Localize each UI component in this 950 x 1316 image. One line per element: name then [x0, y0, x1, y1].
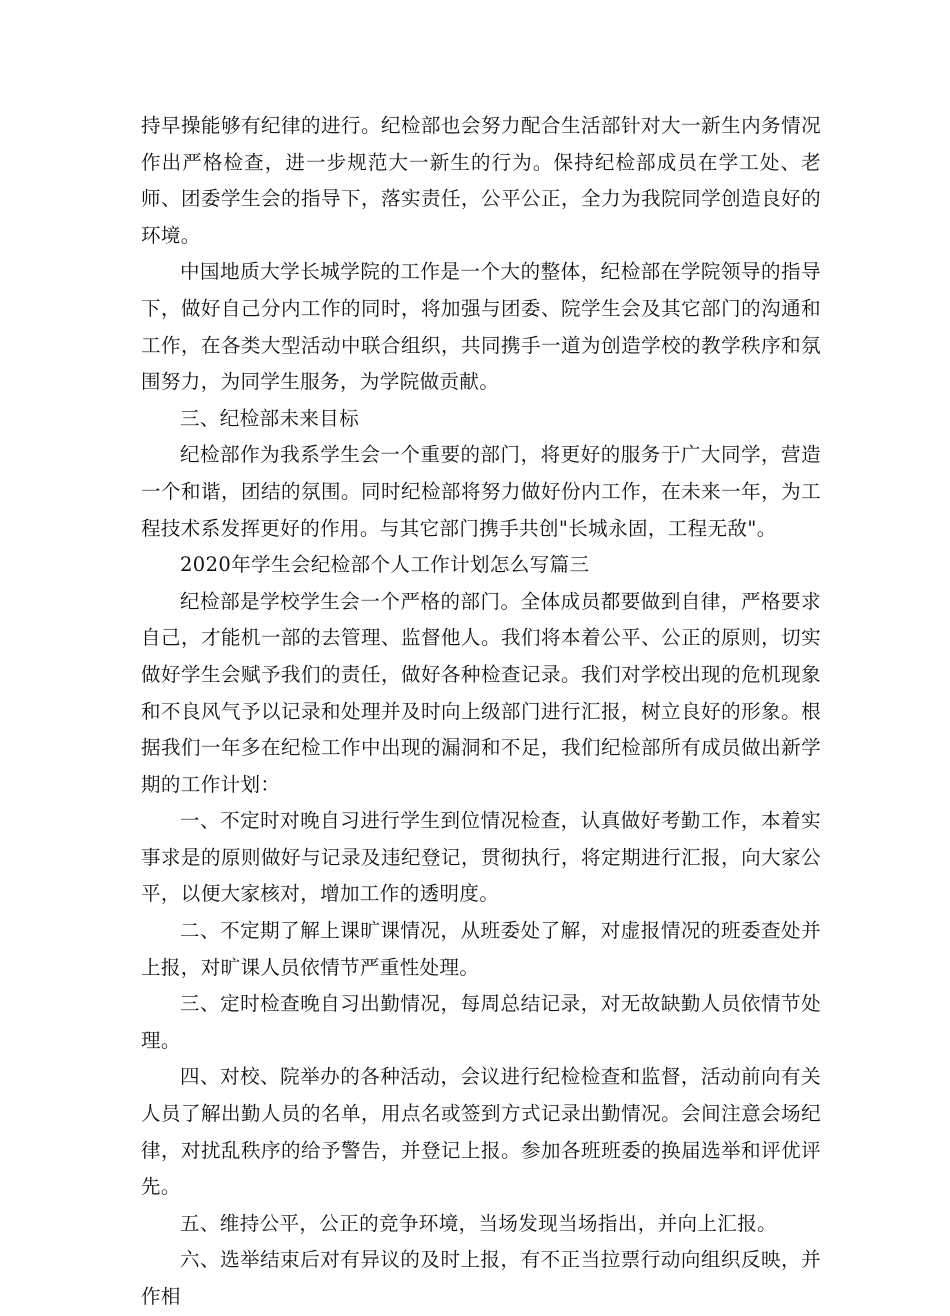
paragraph-cooperation: 中国地质大学长城学院的工作是一个大的整体，纪检部在学院领导的指导下，做好自己分内工作的同时，将加强与团委、院学生会及其它部门的沟通和工作，在各类大型活动中联合组织，共同携手一道为创造学校的教学秩序和氛围努力，为同学生服务，为学院做贡献。 [141, 260, 821, 394]
plan-item-1: 一、不定时对晚自习进行学生到位情况检查，认真做好考勤工作，本着实事求是的原则做好与记录及违纪登记，贯彻执行，将定期进行汇报，向大家公平，以便大家核对，增加工作的透明度。 [141, 809, 821, 906]
paragraph-continuation: 持早操能够有纪律的进行。纪检部也会努力配合生活部针对大一新生内务情况作出严格检查，进一步规范大一新生的行为。保持纪检部成员在学工处、老师、团委学生会的指导下，落实责任，公平公正，全力为我院同学创造良好的环境。 [141, 114, 821, 247]
plan-item-2: 二、不定期了解上课旷课情况，从班委处了解，对虚报情况的班委查处并上报，对旷课人员依情节严重性处理。 [141, 919, 821, 979]
plan-item-4: 四、对校、院举办的各种活动，会议进行纪检检查和监督，活动前向有关人员了解出勤人员的名单，用点名或签到方式记录出勤情况。会间注意会场纪律，对扰乱秩序的给予警告，并登记上报。参加各班班委的换届选举和评优评先。 [141, 1065, 821, 1199]
plan-item-6: 六、选举结束后对有异议的及时上报，有不正当拉票行动向组织反映，并作相 [141, 1248, 821, 1308]
document-body [141, 108, 821, 1316]
paragraph-intro-discipline: 纪检部是学校学生会一个严格的部门。全体成员都要做到自律，严格要求自己，才能机一部的去管理、监督他人。我们将本着公平、公正的原则，切实做好学生会赋予我们的责任，做好各种检查记录。我们对学校出现的危机现象和不良风气予以记录和处理并及时向上级部门进行汇报，树立良好的形象。根据我们一年多在纪检工作中出现的漏洞和不足，我们纪检部所有成员做出新学期的工作计划： [141, 589, 821, 796]
article-title-part-three: 2020年学生会纪检部个人工作计划怎么写篇三 [180, 553, 590, 577]
plan-item-5: 五、维持公平，公正的竞争环境，当场发现当场指出，并向上汇报。 [180, 1211, 778, 1235]
section-heading-future-goals: 三、纪检部未来目标 [180, 406, 360, 430]
plan-item-3: 三、定时检查晚自习出勤情况，每周总结记录，对无故缺勤人员依情节处理。 [141, 992, 821, 1052]
paragraph-future-goals: 纪检部作为我系学生会一个重要的部门，将更好的服务于广大同学，营造一个和谐，团结的氛围。同时纪检部将努力做好份内工作，在未来一年，为工程技术系发挥更好的作用。与其它部门携手共创"长城永固，工程无敌"。 [141, 443, 821, 540]
